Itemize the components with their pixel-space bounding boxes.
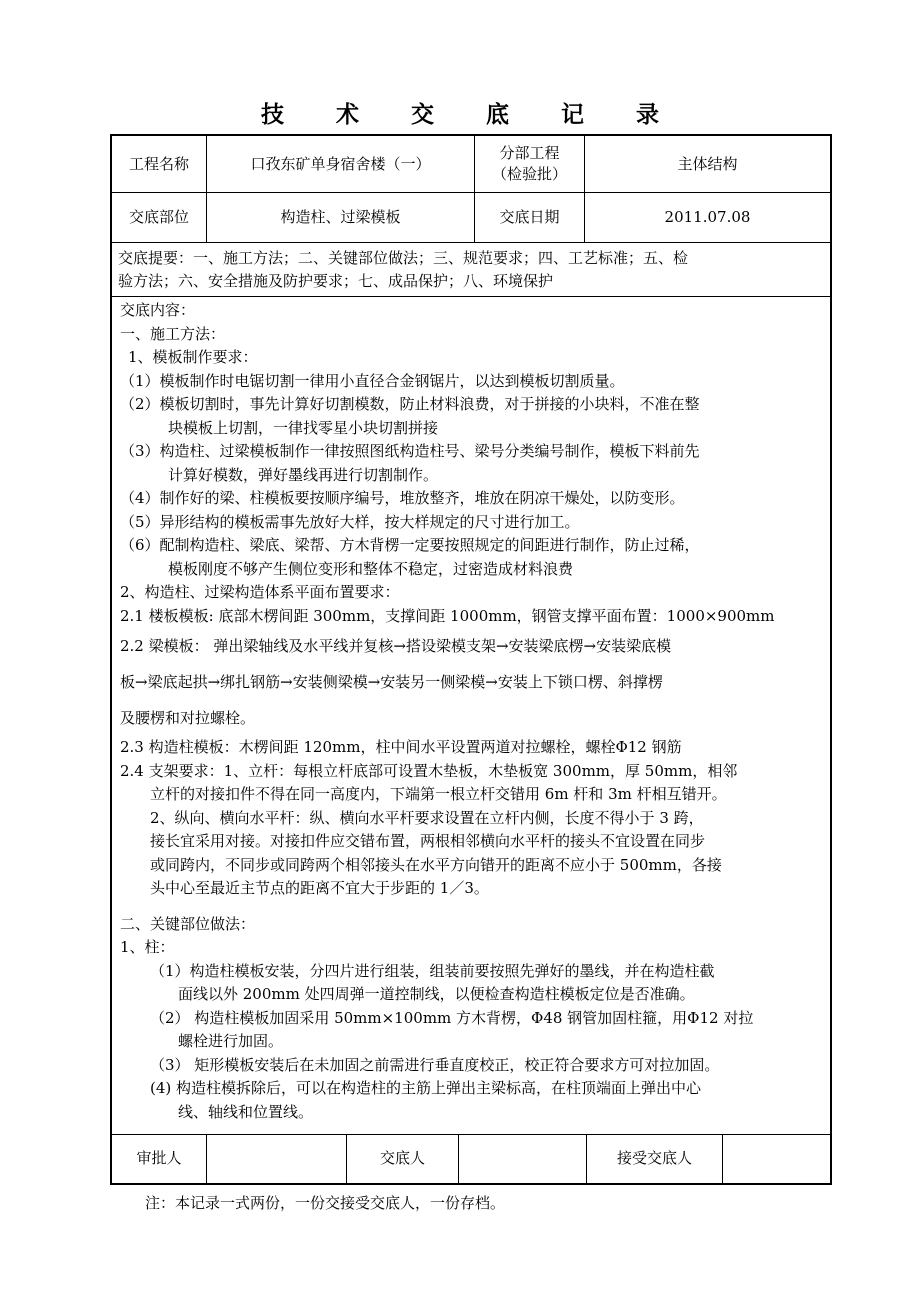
- content-line: 板→梁底起拱→绑扎钢筋→安装侧梁模→安装另一侧梁模→安装上下锁口楞、斜撑楞: [120, 673, 663, 691]
- document-title: 技 术 交 底 记 录: [260, 102, 682, 128]
- discloser-label: 交底人: [346, 1134, 458, 1183]
- table-row-position: [112, 192, 830, 243]
- receiver-label: 接受交底人: [586, 1134, 722, 1183]
- division-label: [474, 136, 584, 192]
- content-heading: 交底内容：: [120, 301, 196, 319]
- content-line: 块模板上切割，一律找零星小块切割拼接: [168, 418, 439, 437]
- discloser-signature-field: [458, 1134, 586, 1183]
- content-line: 头中心至最近主节点的距离不宜大于步距的 1／3。: [150, 879, 489, 897]
- content-line: 2、构造柱、过梁构造体系平面布置要求：: [120, 583, 400, 601]
- project-label: 工程名称: [128, 154, 189, 173]
- content-line: 一、施工方法：: [120, 324, 226, 343]
- division-value: 主体结构: [584, 136, 830, 192]
- disclosure-table: [110, 134, 832, 1185]
- content-line: 2.2 梁模板： 弹出梁轴线及水平线并复核→搭设梁模支架→安装梁底楞→安装梁底模: [120, 637, 672, 655]
- footnote: 注：本记录一式两份，一份交接受交底人，一份存档。: [145, 1194, 506, 1212]
- content-line: 或同跨内，不同步或同跨两个相邻接头在水平方向错开的距离不应小于 500mm，各接: [150, 855, 722, 874]
- table-row-content: [112, 296, 830, 1135]
- content-line: 1、模板制作要求：: [128, 348, 258, 366]
- date-label: 交底日期: [474, 192, 584, 242]
- content-line: 2.1 楼板模板: 底部木楞间距 300mm，支撑间距 1000mm，钢管支撑平面布置：1000×900mm: [120, 606, 775, 625]
- content-line: 2.3 构造柱模板：木楞间距 120mm，柱中间水平设置两道对拉螺栓，螺栓Φ12 钢筋: [120, 738, 682, 756]
- table-row-project: [112, 136, 830, 193]
- summary-line: 交底提要：一、施工方法；二、关键部位做法；三、规范要求；四、工艺标准；五、检: [118, 249, 689, 267]
- content-line: 及腰楞和对拉螺栓。: [120, 709, 256, 727]
- approver-signature-field: [206, 1134, 346, 1183]
- receiver-signature-field: [722, 1134, 830, 1183]
- content-line: 螺栓进行加固。: [178, 1032, 284, 1050]
- content-line: 立杆的对接扣件不得在同一高度内，下端第一根立杆交错用 6m 杆和 3m 杆相互错开。: [150, 785, 727, 803]
- content-line: （1）构造柱模板安装，分四片进行组装，组装前要按照先弹好的墨线，并在构造柱截: [150, 961, 715, 980]
- content-line: 线、轴线和位置线。: [178, 1102, 314, 1121]
- content-line: （4）制作好的梁、柱模板要按顺序编号，堆放整齐，堆放在阴凉干燥处，以防变形。: [120, 489, 685, 507]
- table-row-summary: [112, 242, 830, 297]
- content-line: （3） 矩形模板安装后在未加固之前需进行垂直度校正，校正符合要求方可对拉加固。: [150, 1055, 720, 1074]
- content-line: 1、柱：: [120, 938, 175, 956]
- project-value: 口孜东矿单身宿舍楼（一）: [206, 136, 474, 192]
- table-row-signatures: [112, 1134, 830, 1183]
- position-label: 交底部位: [128, 207, 189, 226]
- summary-line: 验方法；六、安全措施及防护要求；七、成品保护；八、环境保护: [118, 272, 554, 290]
- content-line: （6）配制构造柱、梁底、梁帮、方木背楞一定要按照规定的间距进行制作，防止过稀，: [120, 536, 700, 554]
- content-line: 模板刚度不够产生侧位变形和整体不稳定，过密造成材料浪费: [168, 559, 574, 578]
- date-value: 2011.07.08: [584, 192, 830, 242]
- summary-text: [118, 247, 824, 293]
- content-line: （3）构造柱、过梁模板制作一律按照图纸构造柱号、梁号分类编号制作，模板下料前先: [120, 442, 700, 460]
- division-label-line1: 分部工程: [499, 144, 560, 162]
- content-line: 二、关键部位做法：: [120, 914, 256, 933]
- content-body: [120, 299, 826, 1124]
- content-line: 接长宜采用对接。对接扣件应交错布置，两根相邻横向水平杆的接头不宜设置在同步: [150, 832, 706, 850]
- content-line: （2） 构造柱模板加固采用 50mm×100mm 方木背楞，Φ48 钢管加固柱箍，用Φ12 对拉: [150, 1008, 754, 1027]
- division-label-line2: （检验批）: [491, 165, 567, 183]
- content-line: (4) 构造柱模拆除后，可以在构造柱的主筋上弹出主梁标高，在柱顶端面上弹出中心: [150, 1079, 702, 1097]
- content-line: （1）模板制作时电锯切割一律用小直径合金钢锯片，以达到模板切割质量。: [120, 371, 625, 390]
- content-line: （5）异形结构的模板需事先放好大样，按大样规定的尺寸进行加工。: [120, 512, 580, 531]
- approver-label: 审批人: [136, 1149, 182, 1167]
- content-line: 计算好模数，弹好墨线再进行切割制作。: [168, 465, 439, 484]
- content-line: 面线以外 200mm 处四周弹一道控制线，以便检查构造柱模板定位是否准确。: [178, 985, 695, 1003]
- content-line: （2）模板切割时，事先计算好切割模数，防止材料浪费，对于拼接的小块料，不准在整: [120, 395, 700, 413]
- content-line: 2.4 支架要求：1、立杆：每根立杆底部可设置木垫板，木垫板宽 300mm，厚 50mm，相邻: [120, 761, 738, 780]
- content-line: 2、纵向、横向水平杆：纵、横向水平杆要求设置在立杆内侧，长度不得小于 3 跨，: [150, 808, 704, 827]
- position-value: 构造柱、过梁模板: [206, 192, 474, 242]
